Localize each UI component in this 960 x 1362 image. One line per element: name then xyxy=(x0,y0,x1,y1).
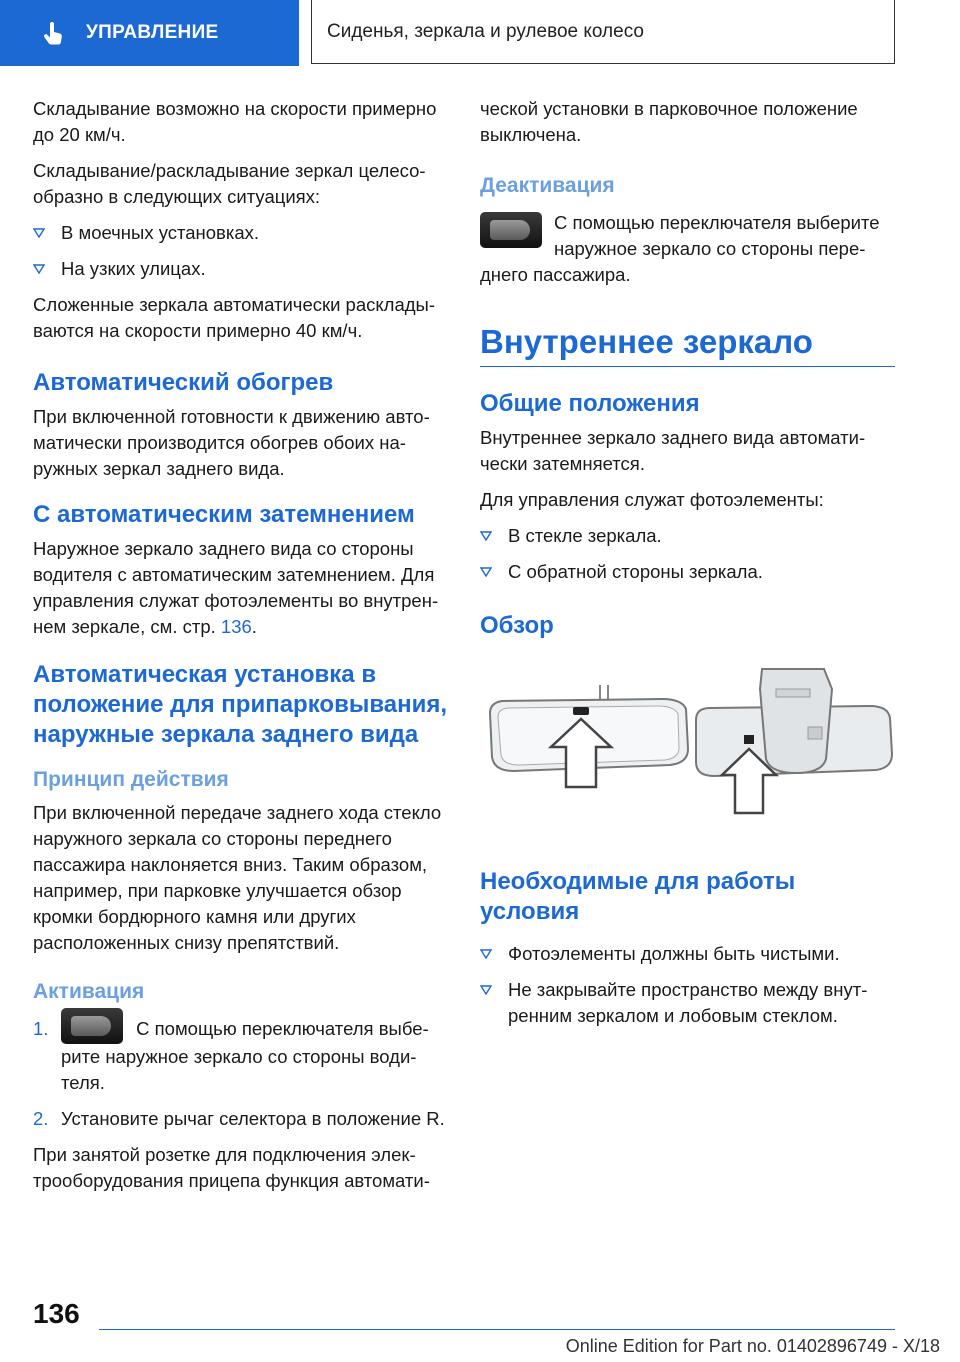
paragraph: Сложенные зеркала автоматически раскладываются на скорости примерно 40 км/ч. xyxy=(33,294,436,341)
chapter-tab xyxy=(311,0,895,64)
chapter-title: Сиденья, зеркала и рулевое колесо xyxy=(327,20,644,42)
triangle-bullet-icon xyxy=(480,531,492,541)
section-tab xyxy=(0,0,299,66)
section-title: УПРАВЛЕНИЕ xyxy=(86,22,219,43)
divider xyxy=(480,366,895,367)
paragraph: Наружное зеркало заднего вида со стороны водителя с автоматическим затемнением. Для управления служат фотоэлементы во внутреннем зеркале, см. стр. 136. xyxy=(33,538,439,637)
heading-activation: Активация xyxy=(33,980,145,1003)
list-item: Не закрывайте пространство между внутренним зеркалом и лобовым стеклом. xyxy=(480,977,895,1029)
mirror-switch-icon xyxy=(480,212,542,248)
paragraph: Внутреннее зеркало заднего вида автоматически затемняется. xyxy=(480,427,866,474)
triangle-bullet-icon xyxy=(480,985,492,995)
paragraph: При включенной готовности к движению автоматически производится обогрев обоих наружных зеркал заднего вида. xyxy=(33,406,430,479)
paragraph: Складывание возможно на скорости примерно до 20 км/ч. xyxy=(33,98,437,145)
right-column xyxy=(480,96,895,1039)
heading-inner-mirror: Внутреннее зеркало xyxy=(480,323,813,360)
paragraph: При занятой розетке для подключения электрооборудования прицепа функция автомати- xyxy=(33,1144,430,1192)
edition-info: Online Edition for Part no. 01402896749 - X/18 xyxy=(565,1336,940,1356)
triangle-bullet-icon xyxy=(480,949,492,959)
page-number: 136 xyxy=(33,1298,80,1329)
list-item: 2. Установите рычаг селектора в положение R. xyxy=(33,1108,445,1130)
heading-deactivation: Деактивация xyxy=(480,174,615,197)
page-link[interactable]: 136 xyxy=(220,616,252,637)
list-item: С обратной стороны зеркала. xyxy=(480,559,895,585)
heading-conditions: Необходимые для работы условия xyxy=(480,868,796,925)
list-item: Фотоэлементы должны быть чистыми. xyxy=(480,941,895,967)
heading-dimming: С автоматическим затемнением xyxy=(33,501,415,528)
heading-heating: Автоматический обогрев xyxy=(33,369,334,396)
paragraph: ческой установки в парковочное положение выключена. xyxy=(480,98,858,145)
list-item: 1. С помощью переключателя выберите наружное зеркало со стороны водителя. xyxy=(33,1016,448,1096)
paragraph: С помощью переключателя выберите наружное зеркало со стороны переднего пассажира. xyxy=(480,212,880,285)
triangle-bullet-icon xyxy=(33,264,45,274)
left-column xyxy=(33,96,448,1204)
list-item: На узких улицах. xyxy=(33,256,448,282)
triangle-bullet-icon xyxy=(480,567,492,577)
list-item: В моечных установках. xyxy=(33,220,448,246)
footer-divider xyxy=(99,1329,895,1330)
heading-general: Общие положения xyxy=(480,390,700,417)
triangle-bullet-icon xyxy=(33,228,45,238)
mirror-switch-icon xyxy=(61,1008,123,1044)
inner-mirror-illustration xyxy=(480,665,895,825)
heading-overview: Обзор xyxy=(480,612,554,639)
heading-parking: Автоматическая установка в положение для припарковывания, наружные зеркала заднего вида xyxy=(33,661,448,748)
heading-principle: Принцип действия xyxy=(33,768,229,791)
paragraph: Для управления служат фотоэлементы: xyxy=(480,489,824,510)
hand-pointer-icon xyxy=(40,20,66,46)
paragraph: Складывание/раскладывание зеркал целесообразно в следующих ситуациях: xyxy=(33,160,426,207)
list-item: В стекле зеркала. xyxy=(480,523,895,549)
paragraph: При включенной передаче заднего хода стекло наружного зеркала со стороны переднего пассажира наклоняется вниз. Таким образом, например, при парковке улучшается обзор кромки бордюрного камня или других расположенных снизу препятствий. xyxy=(33,802,442,953)
